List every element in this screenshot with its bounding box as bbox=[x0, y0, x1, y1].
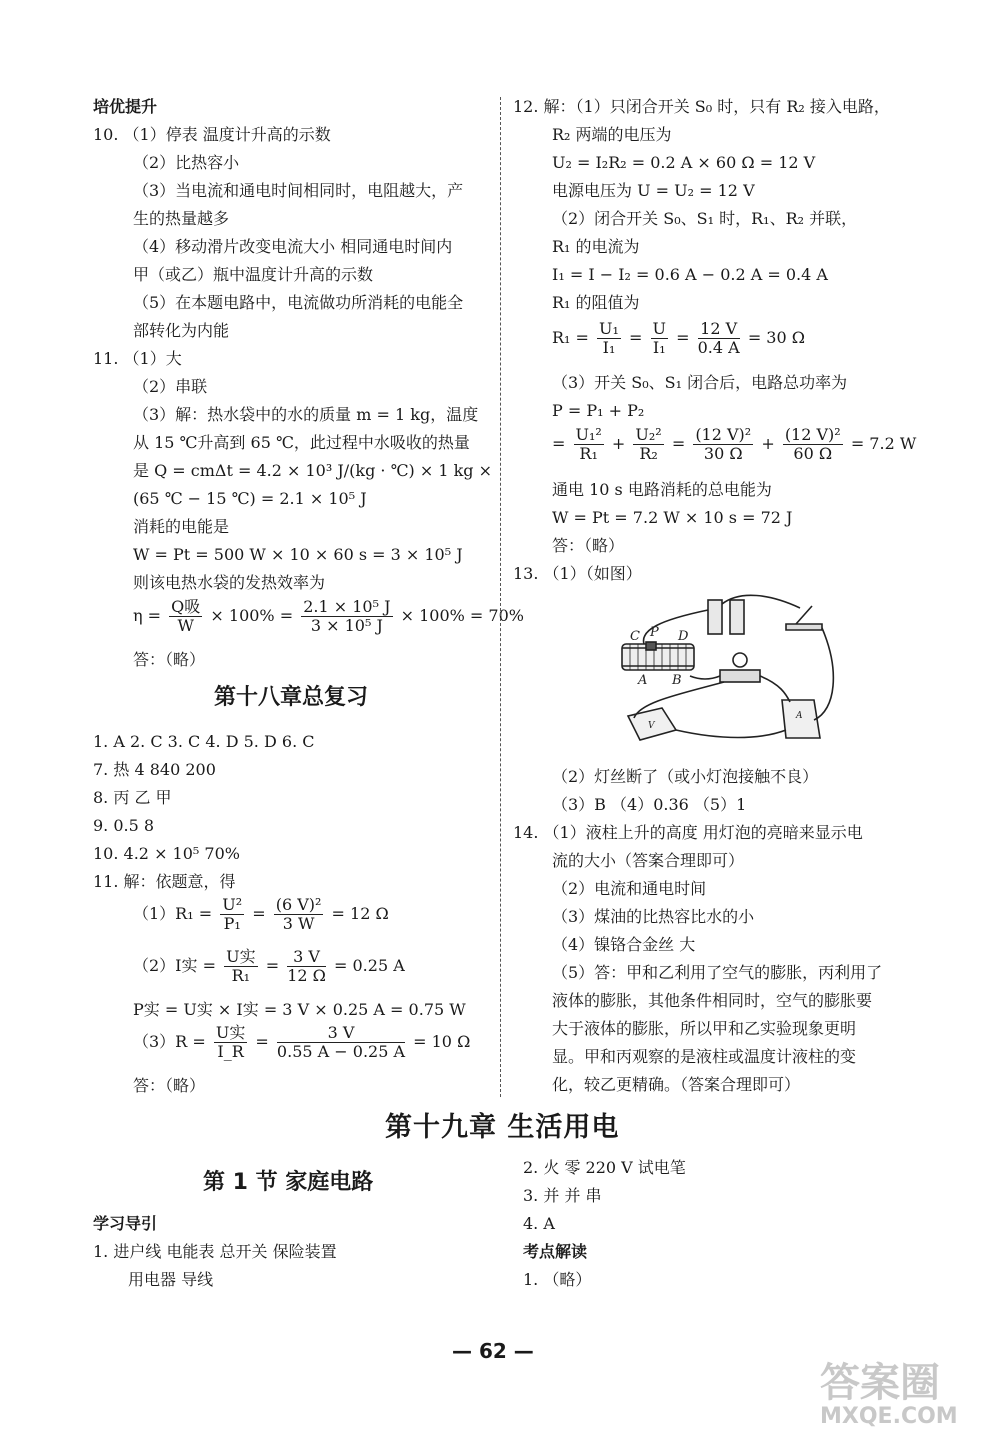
q11-line: （3）解：热水袋中的水的质量 m = 1 kg，温度 bbox=[133, 405, 479, 424]
q11-line: （2）串联 bbox=[133, 377, 208, 396]
circuit-label-d: D bbox=[678, 629, 689, 644]
battery-icon bbox=[730, 600, 744, 634]
numerator: U₂² bbox=[635, 425, 662, 444]
fraction bbox=[651, 320, 668, 357]
formula-total-power: = $\frac{\text{U₁²}}{\text{R₁}}$ + $\frac{\text{U₂²}}{\text{R₂}}$ = $\frac{\text{(12 V)²}}{30 \Omega}$ + $\frac{\text{(12 V)²}}{60 \Omega}$ = 7.2 W bbox=[552, 425, 917, 463]
kaodian-heading: 考点解读 bbox=[523, 1242, 588, 1261]
denominator: R₂ bbox=[639, 444, 658, 463]
numerator: (12 V)² bbox=[784, 425, 841, 444]
watermark-logo: 答案圈 bbox=[820, 1360, 940, 1406]
numerator: 2.1 × 10⁵ J bbox=[303, 597, 391, 616]
q14-line: 流的大小（答案合理即可） bbox=[552, 851, 745, 870]
denominator: I_R bbox=[217, 1042, 244, 1061]
fraction bbox=[214, 1024, 248, 1061]
formula-text: η = bbox=[133, 606, 162, 625]
q11-line: (65 ℃ − 15 ℃) = 2.1 × 10⁵ J bbox=[133, 489, 367, 508]
q12-line: （3）开关 S₀、S₁ 闭合后，电路总功率为 bbox=[552, 373, 848, 392]
circuit-label-a: A bbox=[638, 673, 648, 688]
formula-text: （3）R = bbox=[133, 1032, 206, 1051]
q10-line: 甲（或乙）瓶中温度计升高的示数 bbox=[133, 265, 374, 284]
q14-line: 化，较乙更精确。（答案合理即可） bbox=[552, 1075, 801, 1094]
formula-text: = 7.2 W bbox=[850, 434, 917, 453]
denominator: R₁ bbox=[579, 444, 598, 463]
numerator: Q吸 bbox=[171, 597, 201, 616]
circuit-label-p: P bbox=[650, 625, 659, 640]
circuit-label-b: B bbox=[672, 673, 682, 688]
numerator: (6 V)² bbox=[275, 895, 322, 914]
circuit-label-a2: A bbox=[796, 711, 803, 721]
fraction bbox=[277, 1024, 405, 1061]
switch-icon bbox=[786, 624, 822, 630]
formula-text: = 10 Ω bbox=[413, 1032, 471, 1051]
q14-line: 大于液体的膨胀，所以甲和乙实验现象更明 bbox=[552, 1019, 857, 1038]
fraction bbox=[783, 426, 843, 463]
kaodian-line: 1. （略） bbox=[523, 1270, 592, 1289]
numerator: U₁ bbox=[599, 319, 619, 338]
numerator: U₁² bbox=[575, 425, 602, 444]
q13-line: （3）B （4）0.36 （5）1 bbox=[552, 795, 747, 814]
numerator: (12 V)² bbox=[695, 425, 752, 444]
q13-line: （2）灯丝断了（或小灯泡接触不良） bbox=[552, 767, 819, 786]
formula-r1-calc: R₁ = $\frac{\text{U₁}}{\text{I₁}}$ = $\frac{U}{\text{I₁}}$ = $\frac{12 V}{0.4 A}$ = 30 Ω bbox=[552, 319, 806, 357]
fraction bbox=[224, 948, 258, 985]
q12-line: U₂ = I₂R₂ = 0.2 A × 60 Ω = 12 V bbox=[552, 153, 816, 172]
formula-r2 bbox=[133, 948, 405, 985]
q14-line: （4）镍铬合金丝 大 bbox=[552, 935, 696, 954]
formula-text: （1）R₁ = bbox=[133, 904, 213, 923]
denominator: 3 × 10⁵ J bbox=[310, 616, 383, 635]
answer-line: 答：（略） bbox=[552, 536, 625, 555]
fraction bbox=[698, 320, 740, 357]
q12-line: （2）闭合开关 S₀、S₁ 时，R₁、R₂ 并联， bbox=[552, 209, 858, 228]
q14-line: （2）电流和通电时间 bbox=[552, 879, 707, 898]
numerator: U实 bbox=[226, 947, 256, 966]
q12-line: 12. 解：（1）只闭合开关 S₀ 时，只有 R₂ 接入电路， bbox=[513, 97, 890, 116]
q12-line: R₁ 的阻值为 bbox=[552, 293, 640, 312]
numerator: 3 V bbox=[287, 948, 326, 967]
denominator: W bbox=[177, 616, 194, 635]
review-line: 11. 解：依题意，得 bbox=[93, 872, 236, 891]
denominator: R₁ bbox=[231, 966, 251, 985]
q10-line: （2）比热容小 bbox=[133, 153, 240, 172]
review-line: 9. 0.5 8 bbox=[93, 816, 155, 835]
fraction bbox=[287, 948, 326, 985]
column-divider bbox=[500, 97, 501, 1097]
q11-line: W = Pt = 500 W × 10 × 60 s = 3 × 10⁵ J bbox=[133, 545, 463, 564]
review-line: 1. A 2. C 3. C 4. D 5. D 6. C bbox=[93, 732, 315, 751]
denominator: 0.55 A − 0.25 A bbox=[276, 1042, 406, 1061]
fraction bbox=[574, 426, 604, 463]
numerator: 12 V bbox=[698, 320, 740, 339]
efficiency-formula bbox=[133, 598, 524, 635]
denominator: P₁ bbox=[223, 914, 241, 933]
power-line: P实 = U实 × I实 = 3 V × 0.25 A = 0.75 W bbox=[133, 1000, 466, 1019]
q13-line: 13. （1）（如图） bbox=[513, 564, 642, 583]
numerator: U² bbox=[222, 895, 243, 914]
q11-line: 从 15 ℃升高到 65 ℃，此过程中水吸收的热量 bbox=[133, 433, 470, 452]
q12-line: W = Pt = 7.2 W × 10 s = 72 J bbox=[552, 508, 793, 527]
q14-line: 14. （1）液柱上升的高度 用灯泡的亮暗来显示电 bbox=[513, 823, 863, 842]
guide-line: 1. 进户线 电能表 总开关 保险装置 bbox=[93, 1242, 337, 1261]
numerator: 3 V bbox=[277, 1024, 405, 1043]
formula-text: （2）I实 = bbox=[133, 956, 216, 975]
guide-line: 用电器 导线 bbox=[128, 1270, 214, 1289]
q14-line: 液体的膨胀，其他条件相同时，空气的膨胀要 bbox=[552, 991, 873, 1010]
numerator: U bbox=[652, 319, 667, 338]
circuit-diagram bbox=[600, 590, 840, 760]
q11-line: 11. （1）大 bbox=[93, 349, 182, 368]
formula-text: R₁ = bbox=[552, 328, 589, 347]
right-bottom-line: 2. 火 零 220 V 试电笔 bbox=[523, 1158, 686, 1177]
formula-text: = bbox=[255, 1032, 269, 1051]
formula-r3 bbox=[133, 1024, 470, 1061]
right-bottom-line: 3. 并 并 串 bbox=[523, 1186, 602, 1205]
circuit-label-c: C bbox=[630, 629, 640, 644]
denominator: I₁ bbox=[602, 338, 616, 357]
fraction bbox=[693, 426, 753, 463]
q11-line: 则该电热水袋的发热效率为 bbox=[133, 573, 326, 592]
q12-line: 通电 10 s 电路消耗的总电能为 bbox=[552, 480, 772, 499]
q12-line: P = P₁ + P₂ bbox=[552, 401, 645, 420]
answer-line: 答：（略） bbox=[133, 1076, 206, 1095]
formula-text: × 100% = 70% bbox=[400, 606, 524, 625]
guide-heading: 学习导引 bbox=[93, 1214, 158, 1233]
q12-line: R₁ 的电流为 bbox=[552, 237, 640, 256]
fraction bbox=[301, 598, 392, 635]
q10-line: （5）在本题电路中，电流做功所消耗的电能全 bbox=[133, 293, 464, 312]
formula-text: = bbox=[252, 904, 266, 923]
fraction bbox=[169, 598, 202, 635]
fraction bbox=[597, 320, 621, 357]
fraction bbox=[274, 896, 324, 933]
denominator: 3 W bbox=[282, 914, 315, 933]
battery-icon bbox=[708, 600, 722, 634]
formula-r1 bbox=[133, 896, 389, 933]
answer-line: 答：（略） bbox=[133, 650, 206, 669]
q14-line: （5）答：甲和乙利用了空气的膨胀，丙利用了 bbox=[552, 963, 883, 982]
q14-line: 显。甲和丙观察的是液柱或温度计液柱的变 bbox=[552, 1047, 857, 1066]
q12-line: 电源电压为 U = U₂ = 12 V bbox=[552, 181, 755, 200]
denominator: 0.4 A bbox=[697, 338, 740, 357]
circuit-label-v: V bbox=[648, 721, 655, 731]
q11-line: 消耗的电能是 bbox=[133, 517, 230, 536]
review-line: 8. 丙 乙 甲 bbox=[93, 788, 172, 807]
review-line: 10. 4.2 × 10⁵ 70% bbox=[93, 844, 240, 863]
chapter18-review-title: 第十八章总复习 bbox=[214, 685, 369, 710]
right-bottom-line: 4. A bbox=[523, 1214, 555, 1233]
fraction bbox=[633, 426, 663, 463]
q12-line: I₁ = I − I₂ = 0.6 A − 0.2 A = 0.4 A bbox=[552, 265, 828, 284]
formula-text: = 12 Ω bbox=[331, 904, 389, 923]
formula-text: = bbox=[265, 956, 280, 975]
formula-text: = 30 Ω bbox=[747, 328, 806, 347]
q14-line: （3）煤油的比热容比水的小 bbox=[552, 907, 755, 926]
review-line: 7. 热 4 840 200 bbox=[93, 760, 216, 779]
watermark-url: MXQE.COM bbox=[820, 1404, 958, 1429]
denominator: I₁ bbox=[652, 338, 666, 357]
q10-line: （3）当电流和通电时间相同时，电阻越大，产 bbox=[133, 181, 464, 200]
q10-line: 部转化为内能 bbox=[133, 321, 230, 340]
bulb-icon bbox=[733, 653, 747, 667]
fraction bbox=[220, 896, 244, 933]
chapter19-title: 第十九章 生活用电 bbox=[385, 1112, 620, 1143]
denominator: 30 Ω bbox=[703, 444, 743, 463]
formula-text: = 0.25 A bbox=[334, 956, 405, 975]
q10-line: 生的热量越多 bbox=[133, 209, 230, 228]
formula-text: × 100% = bbox=[210, 606, 294, 625]
q12-line: R₂ 两端的电压为 bbox=[552, 125, 672, 144]
denominator: 12 Ω bbox=[287, 966, 326, 985]
section-heading-peiyou: 培优提升 bbox=[93, 97, 158, 116]
page-number: — 62 — bbox=[452, 1339, 534, 1363]
section1-title: 第 1 节 家庭电路 bbox=[203, 1170, 374, 1195]
q10-line: （4）移动滑片改变电流大小 相同通电时间内 bbox=[133, 237, 453, 256]
numerator: U实 bbox=[215, 1023, 246, 1042]
q10-line: 10. （1）停表 温度计升高的示数 bbox=[93, 125, 331, 144]
q11-line: 是 Q = cmΔt = 4.2 × 10³ J/(kg · ℃) × 1 kg × bbox=[133, 461, 493, 480]
denominator: 60 Ω bbox=[793, 444, 833, 463]
